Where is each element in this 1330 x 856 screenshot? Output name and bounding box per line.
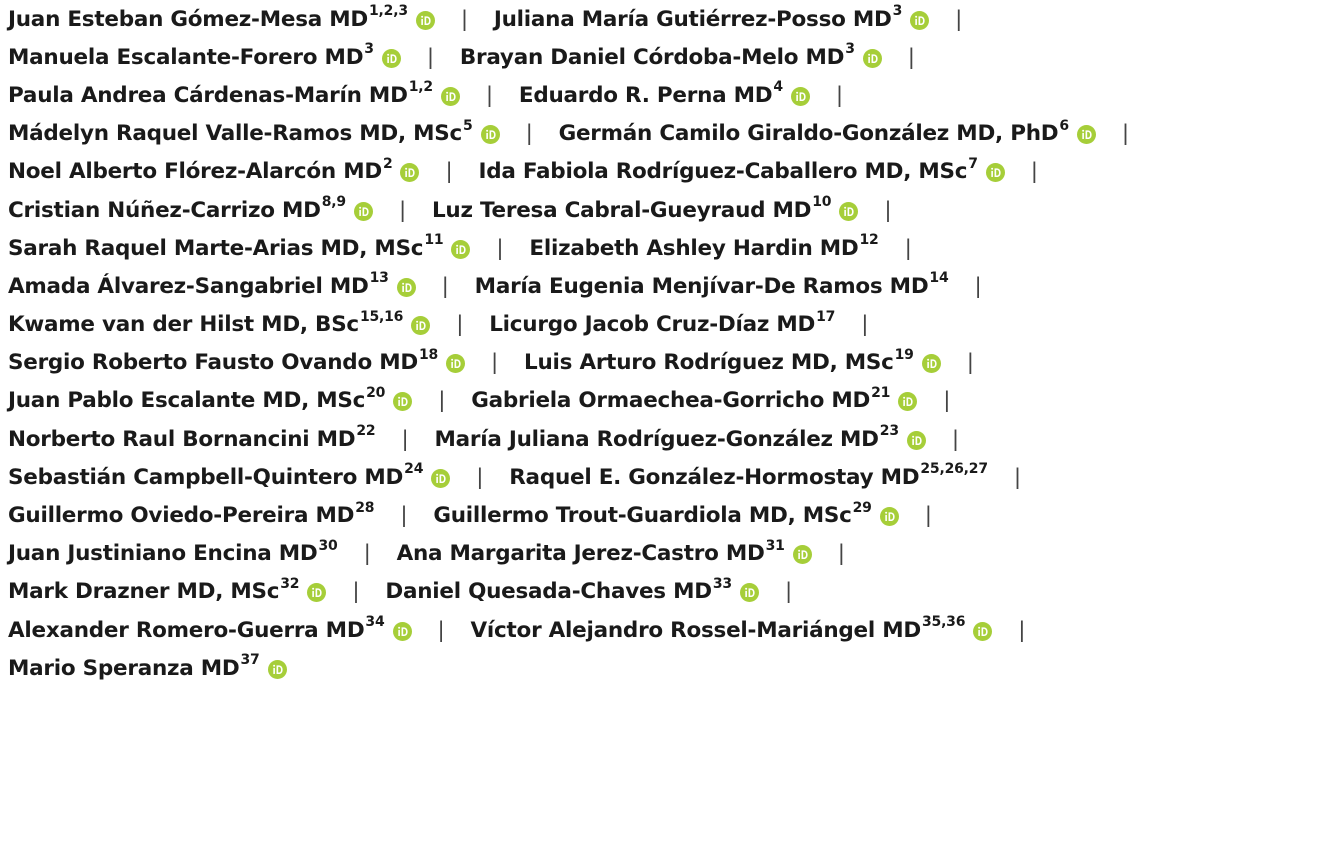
author-line (8, 38, 1326, 76)
author-entry (8, 3, 435, 32)
author-separator: | (476, 464, 484, 490)
affiliation-superscript: 29 (852, 499, 872, 516)
author-entry (8, 232, 470, 261)
affiliation-superscript: 14 (929, 270, 949, 287)
author-entry (8, 614, 412, 643)
author-line (8, 382, 1326, 420)
orcid-icon[interactable] (451, 240, 470, 259)
author-name: Ana Margarita Jerez-Castro MD (396, 541, 765, 567)
author-name: Amada Álvarez-Sangabriel MD (8, 273, 369, 299)
affiliation-superscript: 22 (356, 423, 376, 440)
author-separator: | (907, 44, 915, 70)
author-entry (396, 537, 812, 567)
author-name: Brayan Daniel Córdoba-Melo MD (459, 44, 845, 70)
author-name: Kwame van der Hilst MD, BSc (8, 312, 359, 338)
author-line (8, 267, 1326, 305)
affiliation-superscript: 1,2,3 (369, 3, 408, 20)
author-line (8, 649, 1326, 687)
author-line (8, 191, 1326, 229)
author-name: Sebastián Campbell-Quintero MD (8, 464, 404, 490)
affiliation-superscript: 28 (355, 499, 375, 516)
orcid-icon[interactable] (907, 431, 926, 450)
author-line (8, 229, 1326, 267)
orcid-icon[interactable] (393, 392, 412, 411)
author-separator: | (943, 388, 951, 414)
author-name: Juliana María Gutiérrez-Posso MD (493, 6, 892, 32)
affiliation-superscript: 5 (463, 117, 473, 134)
author-separator: | (352, 579, 360, 605)
author-separator: | (441, 273, 449, 299)
author-entry (8, 346, 465, 376)
author-name: Luis Arturo Rodríguez MD, MSc (524, 350, 894, 376)
author-separator: | (401, 426, 409, 452)
author-separator: | (904, 235, 912, 261)
author-line (8, 344, 1326, 382)
author-entry (434, 423, 925, 452)
author-separator: | (491, 350, 499, 376)
orcid-icon[interactable] (986, 163, 1005, 182)
author-name: Daniel Quesada-Chaves MD (385, 579, 712, 605)
author-line (8, 573, 1326, 611)
affiliation-superscript: 12 (859, 232, 879, 249)
author-entry (8, 652, 287, 681)
author-line (8, 611, 1326, 649)
orcid-icon[interactable] (382, 49, 401, 68)
author-entry (431, 194, 858, 223)
author-separator: | (400, 503, 408, 529)
author-entry (8, 79, 460, 108)
author-name: Alexander Romero-Guerra MD (8, 617, 365, 643)
author-name: Mádelyn Raquel Valle-Ramos MD, MSc (8, 121, 463, 147)
author-separator: | (1030, 159, 1038, 185)
author-entry (474, 270, 949, 299)
author-separator: | (924, 503, 932, 529)
author-separator: | (426, 44, 434, 70)
author-entry (509, 461, 988, 490)
author-name: Norberto Raul Bornancini MD (8, 426, 356, 452)
author-entry (8, 41, 401, 70)
orcid-icon[interactable] (416, 11, 435, 30)
orcid-icon[interactable] (446, 354, 465, 373)
author-separator: | (837, 541, 845, 567)
affiliation-superscript: 11 (424, 232, 444, 249)
affiliation-superscript: 10 (812, 194, 832, 211)
orcid-icon[interactable] (400, 163, 419, 182)
author-name: Ida Fabiola Rodríguez-Caballero MD, MSc (478, 159, 968, 185)
author-entry (8, 537, 338, 567)
author-entry (529, 232, 879, 261)
author-name: Raquel E. González-Hormostay MD (509, 464, 920, 490)
affiliation-superscript: 34 (365, 614, 385, 631)
author-name: Licurgo Jacob Cruz-Díaz MD (489, 312, 816, 338)
author-name: María Eugenia Menjívar-De Ramos MD (474, 273, 929, 299)
author-entry (493, 3, 929, 32)
affiliation-superscript: 31 (765, 537, 785, 554)
author-separator: | (784, 579, 792, 605)
orcid-icon[interactable] (740, 583, 759, 602)
author-entry (470, 614, 993, 643)
orcid-icon[interactable] (839, 202, 858, 221)
orcid-icon[interactable] (354, 202, 373, 221)
author-line (8, 153, 1326, 191)
affiliation-superscript: 8,9 (321, 194, 346, 211)
author-line (8, 76, 1326, 114)
author-name: Germán Camilo Giraldo-González MD, PhD (558, 121, 1059, 147)
orcid-icon[interactable] (431, 469, 450, 488)
affiliation-superscript: 23 (879, 423, 899, 440)
affiliation-superscript: 15,16 (359, 308, 404, 325)
affiliation-superscript: 21 (871, 384, 891, 401)
author-entry (8, 117, 500, 147)
author-name: Mark Drazner MD, MSc (8, 579, 280, 605)
author-name: Paula Andrea Cárdenas-Marín MD (8, 82, 408, 108)
affiliation-superscript: 3 (892, 3, 903, 20)
author-name: Cristian Núñez-Carrizo MD (8, 197, 321, 223)
author-entry (8, 575, 326, 605)
orcid-icon[interactable] (393, 622, 412, 641)
author-line (8, 458, 1326, 496)
author-separator: | (951, 426, 959, 452)
author-line (8, 0, 1326, 38)
author-separator: | (525, 121, 533, 147)
author-entry (471, 384, 917, 414)
author-name: Víctor Alejandro Rossel-Mariángel MD (470, 617, 921, 643)
orcid-icon[interactable] (481, 125, 500, 144)
author-name: Juan Pablo Escalante MD, MSc (8, 388, 366, 414)
affiliation-superscript: 4 (773, 79, 783, 96)
affiliation-superscript: 17 (816, 308, 836, 325)
author-separator: | (438, 388, 446, 414)
orcid-icon[interactable] (1077, 125, 1096, 144)
author-entry (518, 79, 810, 108)
author-entry (433, 499, 898, 529)
author-name: Gabriela Ormaechea-Gorricho MD (471, 388, 871, 414)
author-name: María Juliana Rodríguez-González MD (434, 426, 879, 452)
affiliation-superscript: 13 (369, 270, 389, 287)
orcid-icon[interactable] (863, 49, 882, 68)
orcid-icon[interactable] (307, 583, 326, 602)
author-entry (489, 308, 836, 338)
orcid-icon[interactable] (910, 11, 929, 30)
author-separator: | (884, 197, 892, 223)
author-name: Manuela Escalante-Forero MD (8, 44, 364, 70)
author-entry (8, 423, 376, 452)
author-name: Sarah Raquel Marte-Arias MD, MSc (8, 235, 424, 261)
orcid-icon[interactable] (880, 507, 899, 526)
orcid-icon[interactable] (268, 660, 287, 679)
author-list (8, 0, 1326, 687)
author-separator: | (1013, 464, 1021, 490)
orcid-icon[interactable] (397, 278, 416, 297)
orcid-icon[interactable] (791, 87, 810, 106)
author-entry (8, 155, 419, 185)
author-entry (524, 346, 941, 376)
affiliation-superscript: 1,2 (408, 79, 433, 96)
orcid-icon[interactable] (973, 622, 992, 641)
affiliation-superscript: 35,36 (921, 614, 966, 631)
author-line (8, 420, 1326, 458)
affiliation-superscript: 20 (366, 384, 386, 401)
author-name: Sergio Roberto Fausto Ovando MD (8, 350, 418, 376)
author-separator: | (1018, 617, 1026, 643)
author-entry (8, 461, 450, 490)
author-separator: | (1121, 121, 1129, 147)
author-entry (459, 41, 882, 70)
affiliation-superscript: 3 (364, 41, 374, 58)
author-separator: | (861, 312, 869, 338)
affiliation-superscript: 6 (1059, 117, 1069, 134)
affiliation-superscript: 37 (240, 652, 260, 669)
affiliation-superscript: 2 (382, 155, 393, 172)
author-entry (478, 155, 1004, 185)
orcid-icon[interactable] (898, 392, 917, 411)
author-line (8, 535, 1326, 573)
affiliation-superscript: 32 (280, 575, 300, 592)
author-entry (558, 117, 1096, 147)
orcid-icon[interactable] (441, 87, 460, 106)
author-line (8, 306, 1326, 344)
orcid-icon[interactable] (411, 316, 430, 335)
author-entry (8, 270, 416, 299)
author-name: Luz Teresa Cabral-Gueyraud MD (431, 197, 812, 223)
orcid-icon[interactable] (793, 545, 812, 564)
affiliation-superscript: 7 (968, 155, 978, 172)
affiliation-superscript: 33 (712, 575, 732, 592)
author-separator: | (974, 273, 982, 299)
author-name: Guillermo Oviedo-Pereira MD (8, 503, 355, 529)
author-entry (8, 384, 412, 414)
author-separator: | (496, 235, 504, 261)
author-entry (8, 308, 430, 338)
author-separator: | (460, 6, 468, 32)
author-separator: | (445, 159, 453, 185)
author-separator: | (955, 6, 963, 32)
author-entry (8, 499, 375, 529)
author-name: Noel Alberto Flórez-Alarcón MD (8, 159, 382, 185)
affiliation-superscript: 18 (418, 346, 439, 363)
author-separator: | (966, 350, 974, 376)
author-name: Guillermo Trout-Guardiola MD, MSc (433, 503, 852, 529)
author-entry (8, 194, 373, 223)
author-name: Mario Speranza MD (8, 655, 240, 681)
author-name: Eduardo R. Perna MD (518, 82, 773, 108)
affiliation-superscript: 19 (894, 346, 914, 363)
author-separator: | (437, 617, 445, 643)
author-separator: | (398, 197, 406, 223)
author-line (8, 115, 1326, 153)
affiliation-superscript: 30 (318, 537, 338, 554)
author-name: Juan Esteban Gómez-Mesa MD (8, 6, 368, 32)
affiliation-superscript: 3 (845, 41, 855, 58)
affiliation-superscript: 24 (404, 461, 424, 478)
author-separator: | (363, 541, 371, 567)
affiliation-superscript: 25,26,27 (920, 461, 988, 478)
author-separator: | (835, 82, 843, 108)
author-separator: | (485, 82, 493, 108)
author-entry (385, 575, 759, 605)
author-line (8, 496, 1326, 534)
author-name: Elizabeth Ashley Hardin MD (529, 235, 859, 261)
author-name: Juan Justiniano Encina MD (8, 541, 318, 567)
orcid-icon[interactable] (922, 354, 941, 373)
author-separator: | (456, 312, 464, 338)
